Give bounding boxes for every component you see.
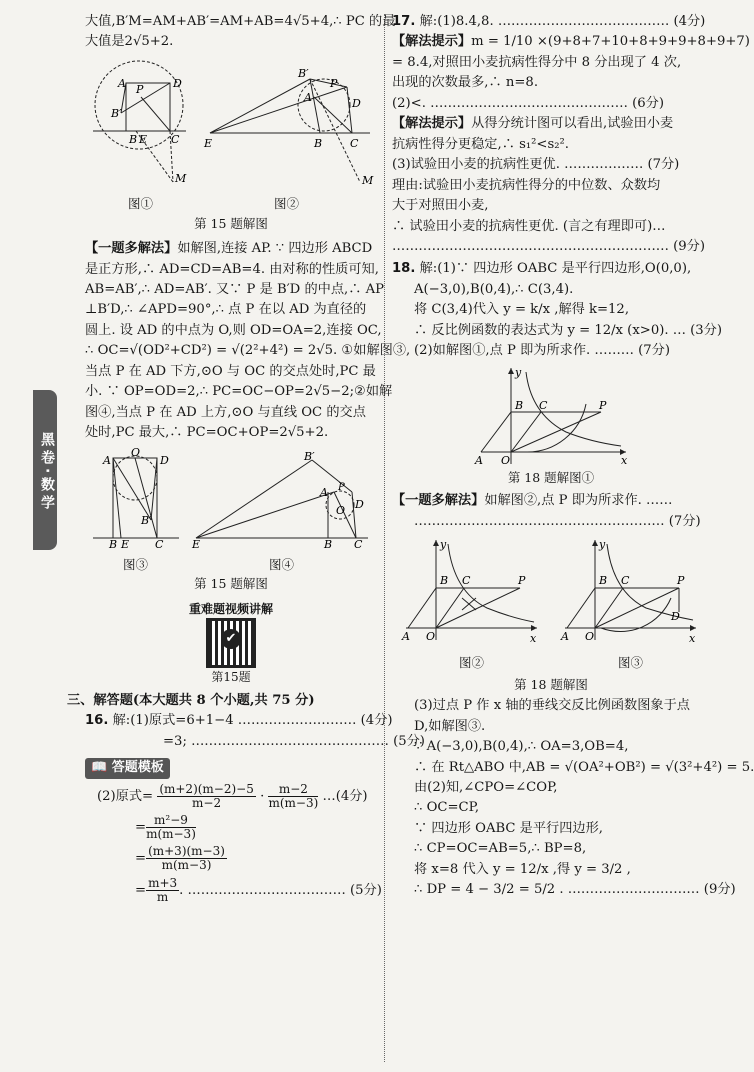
text-span: 解:(1)∵ 四边形 OABC 是平行四边形,O(0,0), [419,261,692,277]
label-B: B [108,537,117,551]
multi-method-label: 【一题多解法】 [85,241,178,257]
label-D: D [354,497,364,511]
template-label: 答题模板 [111,760,164,776]
fraction [146,845,227,872]
text-span: 解:(1)原式=6+1−4 ……………………… (4分) [112,713,393,729]
text-line: ⊥B′D,∴ ∠APD=90°,∴ 点 P 在以 AD 为直径的 [85,302,367,318]
label-D: D [351,96,361,110]
q16-part2 [85,783,377,810]
score: …(4分) [322,788,368,804]
denominator: m [156,889,169,904]
label-Bp: B′ [140,513,152,527]
text-line: 处时,PC 最大,∴ PC=OC+OP=2√5+2. [85,425,329,441]
label-x: x [529,631,536,645]
numerator: m+3 [148,875,178,890]
label-y: y [439,537,446,551]
label-C: C [154,537,163,551]
label-P: P [135,82,143,96]
figure-15-3 [91,445,181,575]
figure-15-4 [192,450,372,575]
video-block [85,600,377,687]
label-x: x [621,453,628,467]
q17-line: 大于对照田小麦, [392,198,489,214]
label-O: O [584,629,594,643]
q18-line: ∴ 反比例函数的表达式为 y = 12/x (x>0). … (3分) [414,322,722,338]
numerator: m²−9 [146,814,196,828]
figure-caption: 图③ [617,655,643,671]
figure-caption: 图③ [122,557,148,573]
label-C: C [349,136,358,150]
hint-label: 【解法提示】 [392,34,472,50]
q16-line: =3; ……………………………………… (5分) [163,733,425,749]
text-line: AB=AB′,∴ AD=AB′. 又∵ P 是 B′D 的中点,∴ AP [85,282,384,298]
multi-method-label: 【一题多解法】 [392,493,485,509]
numerator: m−2 [268,783,318,797]
q17-line: 理由:试验田小麦抗病性得分的中位数、众数均 [392,177,661,193]
label-Bp: B′ [297,66,309,80]
text-span: 如解图②,点 P 即为所求作. …… [484,493,673,509]
column-divider [384,14,385,1062]
q18-line: A(−3,0),B(0,4),∴ C(3,4). [414,281,574,297]
label-y: y [515,365,522,379]
figure-caption: 第 18 题解图① [507,469,595,485]
label-E: E [191,537,200,551]
denominator: m−2 [192,795,222,810]
label-A: A [319,485,328,499]
video-title: 重难题视频讲解 [188,601,273,616]
q17-line [392,32,750,52]
text-line: 小. ∵ OP=OD=2,∴ PC=OC−OP=2√5−2;②如解 [85,384,393,400]
right-column [392,12,754,901]
denominator: m(m−3) [268,795,319,810]
text-line: ∴ OC=√(OD²+CD²) = √(2²+4²) = 2√5. ①如解图③, [85,343,411,359]
geometry-figure-2 [202,67,372,187]
geometry-figure-1 [91,57,191,187]
fraction [146,877,179,904]
text-span: 从得分统计图可以看出,试验田小麦 [471,116,674,132]
label-M: M [174,171,186,185]
q16-line [85,711,393,731]
template-badge: 📖 答题模板 [85,758,170,778]
q17-line [392,114,710,134]
text-span: 如解图,连接 AP. ∵ 四边形 ABCD [177,241,373,257]
q18-line: ∵ A(−3,0),B(0,4),∴ OA=3,OB=4, [414,739,629,755]
q17-line: 出现的次数最多,∴ n=8. [392,75,539,91]
figure-group-caption: 第 15 题解图 [194,215,268,231]
q17-line: (3)试验田小麦的抗病性更优. ……………… (7分) [392,157,680,173]
figure-row-15a [85,57,377,214]
figure-caption: 图① [127,196,153,212]
label-A: A [303,90,312,104]
text-line: 大值是2√5+2. [85,34,174,50]
label-y: y [598,537,605,551]
figure-group-caption: 第 15 题解图 [194,576,268,592]
figure-row-15b [85,445,377,575]
q17-line: ∴ 试验田小麦的抗病性更优. (言之有理即可)… [392,218,666,234]
text-line: 当点 P 在 AD 下方,⊙O 与 OC 的交点处时,PC 最 [85,363,376,379]
video-caption: 第15题 [211,670,251,685]
label-P: P [517,573,525,587]
label-C: C [461,573,470,587]
q18-line: ………………………………………………… (7分) [414,513,701,529]
q17-line: = 8.4,对照田小麦抗病性得分中 8 分出现了 4 次, [392,54,682,70]
coordinate-figure-2 [402,536,542,646]
q18-line: ∴ CP=OC=AB=5,∴ BP=8, [414,841,587,857]
label-C: C [170,132,179,146]
section-header: 三、解答题(本大题共 8 个小题,共 75 分) [67,693,315,709]
figure-caption: 图② [458,655,484,671]
label-O: O [335,503,345,517]
text-span: (2)原式= [97,788,154,804]
label-B: B [323,537,332,551]
label-x: x [688,631,695,645]
label-C: C [620,573,629,587]
q18-line [392,491,710,511]
text-span: m = 1/10 ×(9+8+7+10+8+9+9+8+9+7) [471,34,750,50]
numerator: (m+2)(m−2)−5 [159,781,254,796]
q18-line: (2)如解图①,点 P 即为所求作. ……… (7分) [414,343,671,359]
label-E: E [138,132,147,146]
q16-step: = $\frac{(m+3)(m-3)}{m(m-3)}$ [135,844,225,873]
qr-code-icon[interactable] [206,618,256,668]
numerator: (m+3)(m−3) [148,844,225,859]
coordinate-figure-1 [471,364,631,468]
label-A: A [560,629,569,643]
label-B: B [598,573,607,587]
question-number: 17. [392,14,416,29]
label-O: O [425,629,435,643]
question-number: 16. [85,713,109,729]
q18-line: 由(2)知,∠CPO=∠COP, [414,780,558,795]
figure-caption: 图④ [268,557,294,573]
q18-line: ∴ OC=CP, [414,800,480,816]
q18-line: D,如解图③. [414,718,486,734]
q16-step: = $\frac{\text{m²−9}}{m(m-3)}$ [135,812,196,842]
label-A: A [102,453,111,467]
label-P: P [676,573,684,587]
q18-line: ∴ DP = 4 − 3/2 = 5/2 . ………………………… (9分) [414,882,736,898]
text-span: . ……………………………… (5分) [179,882,382,898]
label-O: O [130,445,140,459]
fraction [146,814,196,841]
label-P: P [337,481,345,493]
label-B: B [439,573,448,587]
label-B: B [128,132,137,146]
q18-line: ∴ 在 Rt△ABO 中,AB = √(OA²+OB²) = √(3²+4²) = 5. [414,759,754,775]
label-M: M [361,173,373,187]
q18-line: ∵ 四边形 OABC 是平行四边形, [414,820,604,836]
label-D: D [670,609,680,623]
text-line: 大值,B′M=AM+AB′=AM+AB=4√5+4,∴ PC 的最 [85,14,396,29]
q18-line: (3)过点 P 作 x 轴的垂线交反比例函数图象于点 [414,698,690,714]
hint-label: 【解法提示】 [392,116,472,132]
text-line [85,239,377,259]
figure-15-2 [202,67,372,214]
label-B: B [313,136,322,150]
label-B: B [515,398,524,412]
q17-line: (2)<. ……………………………………… (6分) [392,95,664,111]
figure-row-18 [392,536,710,673]
q17-line: 抗病性得分更稳定,∴ s₁²<s₂². [392,136,569,152]
denominator: m(m−3) [146,827,196,842]
q17-line: ……………………………………………………… (9分) [392,238,705,254]
text-line: 是正方形,∴ AD=CD=AB=4. 由对称的性质可知, [85,261,379,277]
label-D: D [159,453,169,467]
text-span: 解:(1)8.4,8. ………………………………… (4分) [419,14,706,29]
label-E: E [203,136,212,150]
label-A: A [401,629,410,643]
q18-line [392,259,710,279]
q18-line: 将 C(3,4)代入 y = k/x ,解得 k=12, [414,302,630,318]
label-E: E [120,537,129,551]
side-tab: 黑卷·数学 [33,390,57,550]
label-Bp: B′ [110,106,122,120]
fraction [268,783,318,810]
label-P: P [599,398,607,412]
label-P: P [329,76,337,90]
q17-line [392,12,710,32]
question-number: 18. [392,261,416,277]
label-O: O [501,453,511,467]
figure-group-caption: 第 18 题解图 [514,676,588,692]
label-C: C [353,537,362,551]
label-Bp: B′ [303,449,315,463]
q16-step: = $\frac{m+3}{m}$ . ……………………………… (5分) [135,875,382,904]
figure-18-3 [561,536,701,673]
label-D: D [172,76,182,90]
figure-18-2 [402,536,542,673]
denominator: m(m−3) [161,858,212,873]
q18-line: 将 x=8 代入 y = 12/x ,得 y = 3/2 , [414,861,631,877]
text-line: 圆上. 设 AD 的中点为 O,则 OD=OA=2,连接 OC, [85,322,382,338]
figure-caption: 图② [273,196,299,212]
geometry-figure-3 [91,445,181,551]
geometry-figure-4 [191,449,372,551]
label-A: A [117,76,126,90]
text-line: 图④,当点 P 在 AD 上方,⊙O 与直线 OC 的交点 [85,404,366,420]
text-span: · [260,788,265,804]
figure-18-1 [392,364,710,487]
coordinate-figure-3 [561,536,701,646]
label-A: A [475,453,483,467]
figure-15-1 [91,57,191,214]
label-C: C [539,398,548,412]
fraction [157,783,256,810]
